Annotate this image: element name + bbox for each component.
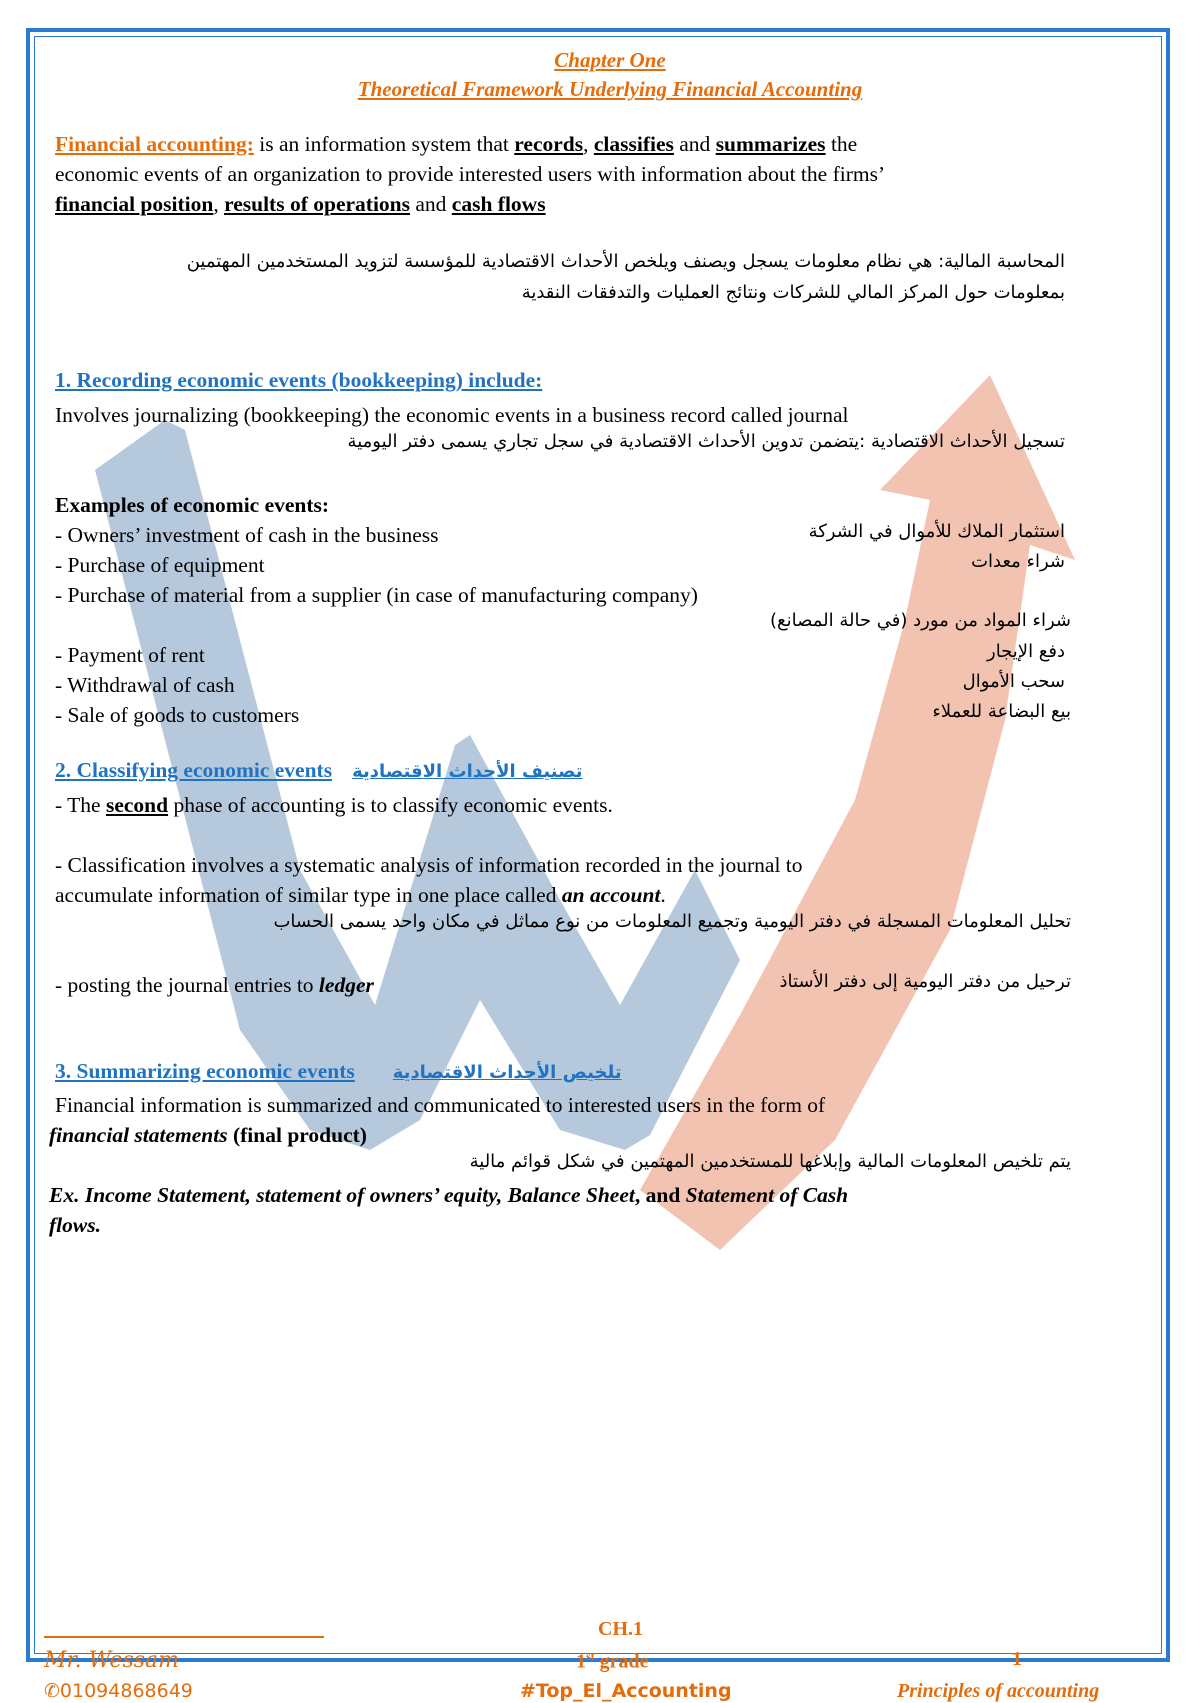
footer-divider bbox=[44, 1636, 324, 1638]
section-1-line: Involves journalizing (bookkeeping) the economic events in a business record called journal bbox=[55, 403, 849, 427]
example-item-arabic: شراء المواد من مورد (في حالة المصانع) bbox=[770, 610, 1071, 631]
keyword-summarizes: summarizes bbox=[715, 132, 826, 156]
keyword-classifies: classifies bbox=[593, 132, 674, 156]
definition-line-2: economic events of an organization to provide interested users with information about the firms’ bbox=[55, 162, 886, 186]
footer-phone: ✆01094868649 bbox=[44, 1680, 193, 1702]
page-number: 1 bbox=[1012, 1648, 1022, 1670]
section-2-line-3: accumulate information of similar type in one place called an account. bbox=[55, 883, 666, 907]
definition-arabic-2: بمعلومات حول المركز المالي للشركات ونتائج العمليات والتدفقات النقدية bbox=[521, 282, 1065, 303]
page-border-inner bbox=[34, 36, 1162, 1654]
example-item-arabic: استثمار الملاك للأموال في الشركة bbox=[808, 521, 1065, 542]
definition-term: Financial accounting: bbox=[55, 132, 254, 156]
example-item: - Sale of goods to customers bbox=[55, 703, 300, 727]
section-2-line-2: - Classification involves a systematic analysis of information recorded in the journal to bbox=[55, 853, 803, 877]
definition-line-1: Financial accounting: is an information system that records, classifies and summarizes the bbox=[55, 132, 858, 156]
section-3-heading: 3. Summarizing economic events تلخيص الأحداث الاقتصادية bbox=[55, 1059, 622, 1083]
footer-chapter: CH.1 bbox=[598, 1618, 643, 1640]
section-3-line-2: financial statements (final product) bbox=[49, 1123, 367, 1147]
section-1-heading: 1. Recording economic events (bookkeeping) include: bbox=[55, 368, 543, 392]
example-item: - Purchase of equipment bbox=[55, 553, 265, 577]
section-2-line-4: - posting the journal entries to ledger bbox=[55, 973, 374, 997]
footer-grade: 1st grade bbox=[576, 1649, 649, 1673]
example-item: - Withdrawal of cash bbox=[55, 673, 235, 697]
section-1-arabic: تسجيل الأحداث الاقتصادية :يتضمن تدوين الأحداث الاقتصادية في سجل تجاري يسمى دفتر اليومية bbox=[347, 431, 1065, 452]
section-3-arabic: يتم تلخيص المعلومات المالية وإبلاغها للمستخدمين المهتمين في شكل قوائم مالية bbox=[469, 1151, 1071, 1172]
chapter-label: Chapter One bbox=[554, 48, 666, 72]
footer-author: Mr. Wessam bbox=[44, 1648, 180, 1673]
keyword-records: records bbox=[514, 132, 584, 156]
section-2-arabic-1: تحليل المعلومات المسجلة في دفتر اليومية وتجميع المعلومات من نوع مماثل في مكان واحد يسمى الحساب bbox=[273, 911, 1071, 932]
examples-title: Examples of economic events: bbox=[55, 493, 330, 517]
section-2-heading: 2. Classifying economic events تصنيف الأحداث الاقتصادية bbox=[55, 758, 583, 782]
example-item: - Owners’ investment of cash in the business bbox=[55, 523, 439, 547]
example-item: - Payment of rent bbox=[55, 643, 205, 667]
footer-subject: Principles of accounting bbox=[897, 1680, 1100, 1702]
section-3-example-line-2: flows. bbox=[49, 1213, 101, 1237]
definition-arabic-1: المحاسبة المالية: هي نظام معلومات يسجل ويصنف ويلخص الأحداث الاقتصادية للمؤسسة لتزويد المستخدمين المهتمين bbox=[186, 251, 1065, 272]
section-2-line-1: - The second phase of accounting is to classify economic events. bbox=[55, 793, 613, 817]
example-item-arabic: شراء معدات bbox=[971, 551, 1065, 572]
footer-hashtag: #Top_El_Accounting bbox=[520, 1680, 732, 1702]
page-title: Theoretical Framework Underlying Financial Accounting bbox=[357, 77, 863, 101]
example-item-arabic: بيع البضاعة للعملاء bbox=[932, 701, 1071, 722]
section-3-line-1: Financial information is summarized and communicated to interested users in the form of bbox=[55, 1093, 826, 1117]
example-item-arabic: سحب الأموال bbox=[962, 671, 1065, 692]
section-3-example-line-1: Ex. Income Statement, statement of owners’ equity, Balance Sheet, and Statement of Cash bbox=[49, 1183, 849, 1207]
example-item-arabic: دفع الإيجار bbox=[987, 641, 1065, 662]
definition-line-3: financial position, results of operations and cash flows bbox=[55, 192, 546, 216]
example-item: - Purchase of material from a supplier (in case of manufacturing company) bbox=[55, 583, 698, 607]
section-2-arabic-2: ترحيل من دفتر اليومية إلى دفتر الأستاذ bbox=[779, 971, 1071, 992]
